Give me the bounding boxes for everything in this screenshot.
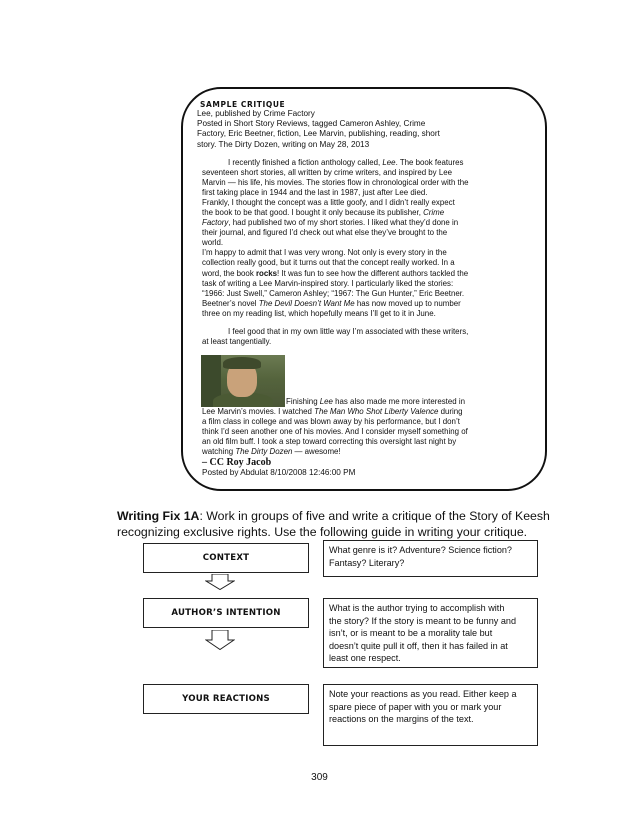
sample-critique-label: SAMPLE CRITIQUE <box>200 100 286 109</box>
text-line: Lee Marvin’s movies. I watched The Man Who Shot Liberty Valence during <box>202 407 463 417</box>
text-line: a film class in college and was blown away by his performance, but I don’t <box>202 417 460 427</box>
guide-box-context: CONTEXT <box>143 543 309 573</box>
text-line: Finishing Lee has also made me more interested in <box>286 397 465 406</box>
header-line: Posted in Short Story Reviews, tagged Cameron Ashley, Crime <box>197 119 426 129</box>
page-number: 309 <box>311 772 328 783</box>
text-line: collection really good, but it turns out that the concept really worked. In a <box>202 258 455 268</box>
text-line: Beetner’s novel The Devil Doesn’t Want Me has now moved up to number <box>202 298 461 308</box>
text-line: I’m happy to admit that I was very wrong. Not only is every story in the <box>202 248 447 258</box>
text-line: think I’d seen another one of his movies. And I consider myself something of <box>202 427 468 437</box>
text-line: word, the book rocks! It was fun to see how the different authors tackled the <box>202 268 469 278</box>
text-line: at least tangentially. <box>202 337 272 347</box>
text-line: their journal, and figured I’d check out what else they’ve brought to the <box>202 228 448 238</box>
text-line: watching The Dirty Dozen — awesome! <box>202 447 341 457</box>
posted-by: Posted by Abdulat 8/10/2008 12:46:00 PM <box>202 468 356 477</box>
text-line: Frankly, I thought the concept was a little goofy, and I didn’t really expect <box>202 198 455 208</box>
down-arrow-icon <box>205 574 235 590</box>
text-line: world. <box>202 238 224 248</box>
text-line: task of writing a Lee Marvin-inspired story. I particularly liked the stories: <box>202 278 454 288</box>
text-line: first taking place in 1944 and the last in 1987, just after Lee died. <box>202 188 428 198</box>
guide-box-authors-intention: AUTHOR’S INTENTION <box>143 598 309 628</box>
critique-paragraph-1 <box>202 158 507 319</box>
header-line: Factory, Eric Beetner, fiction, Lee Marvin, publishing, reading, short <box>197 129 440 139</box>
text-line: three on my reading list, which hopefully means I’ll get to it in June. <box>202 308 436 318</box>
signature: – CC Roy Jacob <box>202 457 272 468</box>
text-line: Factory, had published two of my short stories. I liked what they’d done in <box>202 218 459 228</box>
guide-note-context: What genre is it? Adventure? Science fiction? Fantasy? Literary? <box>323 540 538 577</box>
guide-note-your-reactions: Note your reactions as you read. Either keep a spare piece of paper with you or mark your reactions on the margins of the text. <box>323 684 538 746</box>
writing-fix-instructions: Writing Fix 1A: Work in groups of five and write a critique of the Story of Keesh recognizing exclusive rights. Use the following guide in writing your critique. <box>117 509 567 541</box>
text-line: the book to be that good. I bought it only because its publisher, Crime <box>202 208 445 218</box>
critique-paragraph-3 <box>202 397 507 457</box>
text-line: I recently finished a fiction anthology called, Lee. The book features <box>228 158 464 167</box>
text-line: “1966: Just Swell,” Cameron Ashley; “1967: The Gun Hunter,” Eric Beetner. <box>202 288 465 298</box>
text-line: seventeen short stories, all written by crime writers, and inspired by Lee <box>202 168 452 178</box>
guide-box-your-reactions: YOUR REACTIONS <box>143 684 309 714</box>
critique-header <box>197 109 472 150</box>
writing-fix-label: Writing Fix 1A <box>117 509 200 523</box>
text-line: an old film buff. I took a step toward correcting this oversight last night by <box>202 437 457 447</box>
text-line: recognizing exclusive rights. Use the following guide in writing your critique. <box>117 524 528 539</box>
text-line: I feel good that in my own little way I’m associated with these writers, <box>228 327 469 336</box>
guide-note-authors-intention: What is the author trying to accomplish with the story? If the story is meant to be funny and isn’t, or is meant to be a morality tale but doesn’t quite pull it off, then it has failed in at least one respect. <box>323 598 538 668</box>
down-arrow-icon <box>205 630 235 650</box>
text-line: Marvin — his life, his movies. The stories flow in chronological order with the <box>202 178 469 188</box>
header-line: story. The Dirty Dozen, writing on May 28, 2013 <box>197 139 370 149</box>
header-line: Lee, published by Crime Factory <box>197 109 315 118</box>
critique-paragraph-2 <box>202 327 507 347</box>
